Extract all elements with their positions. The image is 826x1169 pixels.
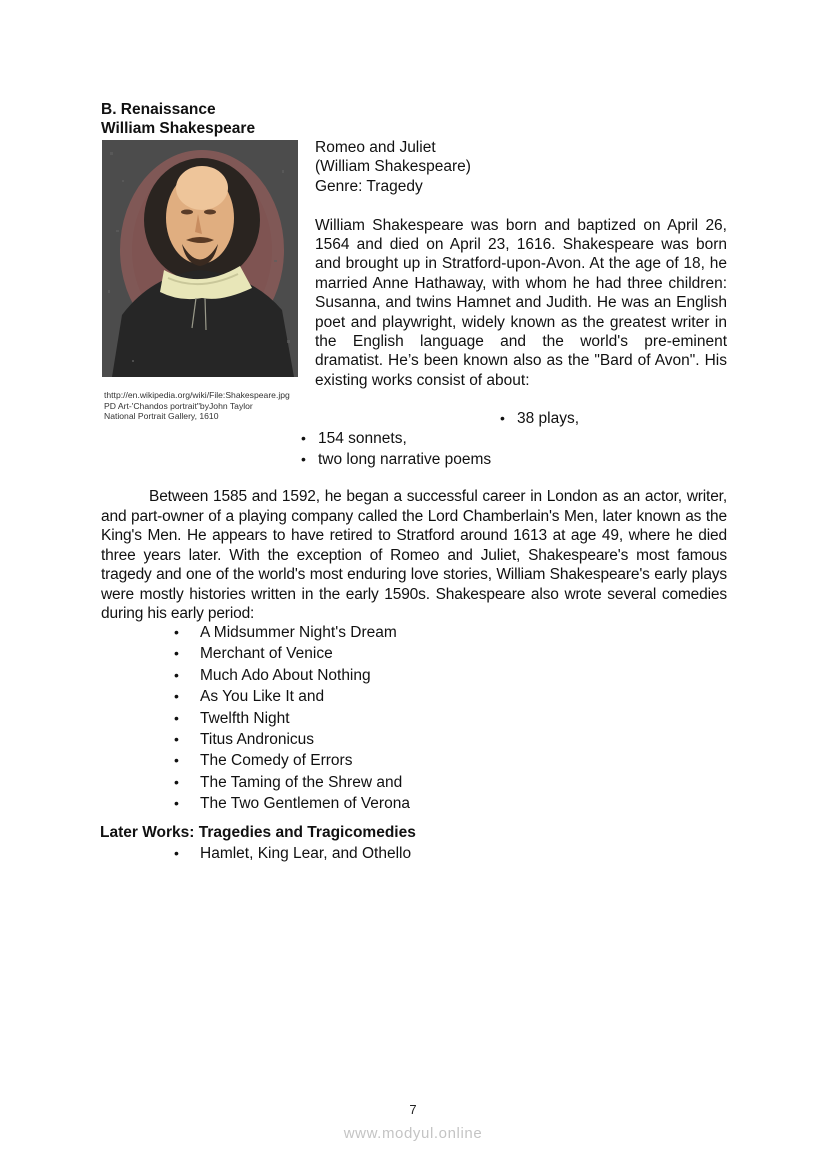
works-item-poems <box>301 449 491 470</box>
list-item <box>174 708 410 729</box>
bullet-icon: • <box>500 410 505 426</box>
intro-column <box>315 138 727 390</box>
comedies-list <box>174 622 410 815</box>
list-item <box>174 750 410 771</box>
list-item <box>174 665 410 686</box>
list-item-label: Much Ado About Nothing <box>200 666 371 684</box>
bullet-icon: • <box>301 451 306 467</box>
list-item <box>174 643 410 664</box>
page-number: 7 <box>409 1102 417 1117</box>
bullet-icon: • <box>174 688 179 705</box>
works-item-label: two long narrative poems <box>318 451 492 468</box>
bio-paragraph: William Shakespeare was born and baptized on April 26, 1564 and died on April 23, 1616. Shakespeare was born and brought up in Stratford-upon-Avon. At the age of 18, he married Anne Hathaway, with whom he had three children: Susanna, and twins Hamnet and Judith. He was an English poet and playwright, widely known as the greatest writer in the English language and the world's pre-eminent dramatist. He’s been known also as the "Bard of Avon". His existing works consist of about: <box>315 216 727 389</box>
career-paragraph: Between 1585 and 1592, he began a successful career in London as an actor, writer, and part-owner of a playing company called the Lord Chamberlain's Men, later known as the King's Men. He appears to have retired to Stratford around 1613 at age 49, where he died three years later. With the exception of Romeo and Juliet, Shakespeare's most famous tragedy and one of the world's most enduring love stories, William Shakespeare's early plays were mostly histories written in the early 1590s. Shakespeare also wrote several comedies during his early period: <box>101 488 727 622</box>
caption-gallery: National Portrait Gallery, 1610 <box>104 411 219 422</box>
list-item <box>174 793 410 814</box>
list-item-label: The Comedy of Errors <box>200 752 353 770</box>
works-item-label: 154 sonnets, <box>318 430 407 447</box>
list-item-label: Titus Andronicus <box>200 731 315 749</box>
list-item-label: The Taming of the Shrew and <box>200 773 403 791</box>
bullet-icon: • <box>174 624 179 640</box>
works-item-label: 38 plays, <box>517 410 580 427</box>
works-item-plays <box>500 408 579 429</box>
list-item <box>174 622 410 643</box>
portrait-caption <box>104 390 290 422</box>
list-item-label: The Two Gentlemen of Verona <box>200 795 410 813</box>
work-author: (William Shakespeare) <box>315 158 471 176</box>
bullet-icon: • <box>174 731 179 748</box>
watermark: www.modyul.online <box>343 1125 483 1142</box>
caption-credit: PD Art-'Chandos portrait"byJohn Taylor <box>104 400 253 411</box>
list-item-label: Hamlet, King Lear, and Othello <box>200 845 412 862</box>
list-item <box>174 686 410 707</box>
bullet-icon: • <box>301 430 306 446</box>
author-heading: William Shakespeare <box>101 120 256 137</box>
bullet-icon: • <box>174 645 179 662</box>
list-item-label: A Midsummer Night's Dream <box>200 624 397 641</box>
later-works-list <box>174 843 411 864</box>
list-item <box>174 772 410 793</box>
list-item-label: Merchant of Venice <box>200 645 333 663</box>
work-title: Romeo and Juliet <box>315 139 436 156</box>
section-heading: B. Renaissance <box>101 101 216 118</box>
works-item-sonnets <box>301 428 407 449</box>
list-item <box>174 729 410 750</box>
bullet-icon: • <box>174 845 179 861</box>
bullet-icon: • <box>174 752 179 769</box>
shakespeare-portrait-image <box>102 140 298 377</box>
bullet-icon: • <box>174 773 179 790</box>
bullet-icon: • <box>174 795 179 812</box>
later-works-heading: Later Works: Tragedies and Tragicomedies <box>100 824 416 841</box>
caption-source-link[interactable]: thttp://en.wikipedia.org/wiki/File:Shakespeare.jpg <box>104 390 290 400</box>
spacer <box>315 196 727 215</box>
list-item-label: Twelfth Night <box>200 709 290 727</box>
bullet-icon: • <box>174 666 179 683</box>
bullet-icon: • <box>174 709 179 726</box>
work-genre: Genre: Tragedy <box>315 177 423 195</box>
list-item-label: As You Like It and <box>200 688 325 706</box>
list-item <box>174 843 411 864</box>
